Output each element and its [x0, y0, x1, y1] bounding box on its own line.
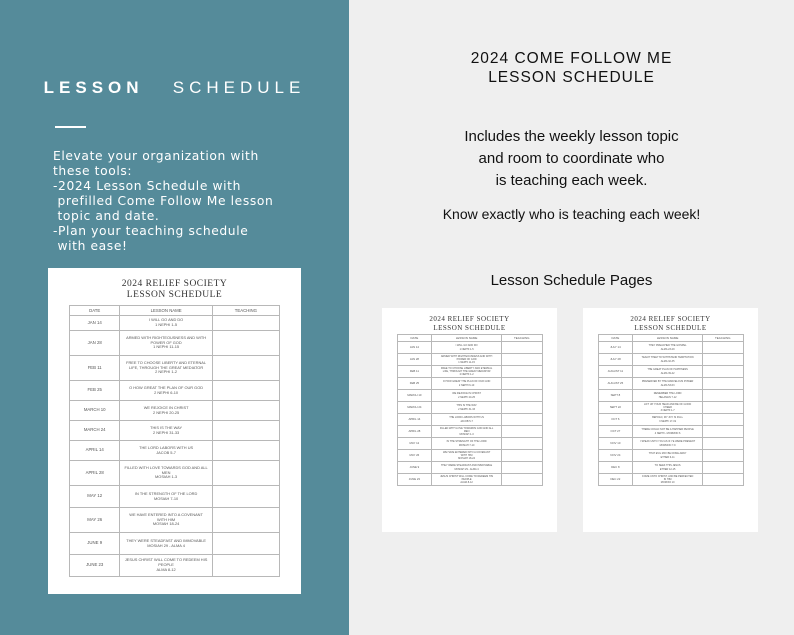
- date-cell: MAY 12: [397, 438, 432, 450]
- header-lesson-name: LESSON NAME: [120, 306, 212, 316]
- table-header-row: DATE LESSON NAME TEACHING: [598, 335, 743, 342]
- know-tagline: Know exactly who is teaching each week!: [442, 206, 701, 222]
- date-cell: MARCH 24: [397, 402, 432, 414]
- lesson-name-cell: I WILL GO AND DO 1 NEPHI 1-5: [432, 342, 502, 354]
- date-cell: OCT 27: [598, 426, 633, 438]
- lesson-name-cell: JESUS CHRIST WILL COME TO REDEEM HIS PEOPLE ALMA 8-12: [120, 555, 212, 577]
- date-cell: JAN 14: [397, 342, 432, 354]
- teaching-cell: [212, 508, 279, 533]
- lesson-name-cell: THAT EVIL MAY BE DONE AWAY ETHER 6-11: [633, 450, 703, 462]
- teaching-cell: [212, 381, 279, 401]
- lesson-name-cell: TO SEEK THIS JESUS ETHER 12-15: [633, 462, 703, 474]
- table-row: [598, 342, 743, 354]
- page-title: 2024 RELIEF SOCIETY LESSON SCHEDULE: [630, 315, 711, 332]
- lesson-schedule-table: [69, 305, 280, 577]
- date-cell: APRIL 14: [397, 414, 432, 426]
- table-row: [598, 366, 743, 378]
- tools-line: with ease!: [53, 239, 128, 253]
- table-row: [70, 401, 280, 421]
- lesson-name-cell: TEACH THEM TO WITHSTAND TEMPTATION ALMA 32-35: [633, 354, 703, 366]
- table-row: [70, 508, 280, 533]
- lesson-name-cell: THIS IS THE WAY 2 NEPHI 31-33: [432, 402, 502, 414]
- tools-description: [53, 149, 343, 254]
- lesson-name-cell: IN THE STRENGTH OF THE LORD MOSIAH 7-10: [432, 438, 502, 450]
- page-2-table: [598, 334, 744, 486]
- table-row: [397, 342, 542, 354]
- table-row: [598, 438, 743, 450]
- schedule-document-preview: [48, 268, 301, 594]
- date-cell: JULY 28: [598, 354, 633, 366]
- lesson-name-cell: THEY WERE STEADFAST AND IMMOVABLE MOSIAH 29 - ALMA 4: [120, 533, 212, 555]
- date-cell: JAN 28: [70, 331, 120, 356]
- date-cell: APRIL 14: [70, 441, 120, 461]
- lesson-name-cell: I WILL GO AND DO 1 NEPHI 1-5: [120, 316, 212, 331]
- date-cell: OCT 6: [598, 414, 633, 426]
- schedule-page-preview-2: [583, 308, 758, 532]
- lesson-name-cell: THE GREAT PLAN OF HAPPINESS ALMA 39-42: [633, 366, 703, 378]
- lesson-name-cell: I SPEAK UNTO YOU AS IF YE WERE PRESENT MORMON 7-9: [633, 438, 703, 450]
- table-row: [397, 474, 542, 486]
- date-cell: FEB 11: [70, 356, 120, 381]
- table-row: [397, 438, 542, 450]
- date-cell: MAY 12: [70, 486, 120, 508]
- page-title: 2024 RELIEF SOCIETY LESSON SCHEDULE: [429, 315, 510, 332]
- date-cell: MARCH 10: [70, 401, 120, 421]
- date-cell: FEB 25: [70, 381, 120, 401]
- date-cell: SEPT 22: [598, 402, 633, 414]
- table-row: [397, 450, 542, 462]
- table-header-row: [70, 306, 280, 316]
- date-cell: JUNE 23: [397, 474, 432, 486]
- headline: 2024 COME FOLLOW ME LESSON SCHEDULE: [470, 50, 673, 86]
- table-row: [70, 381, 280, 401]
- tools-line: -2024 Lesson Schedule with: [53, 179, 241, 193]
- table-row: [598, 378, 743, 390]
- table-row: [598, 462, 743, 474]
- page-1-table: [397, 334, 543, 486]
- header-teaching: TEACHING: [212, 306, 279, 316]
- lesson-name-cell: WE REJOICE IN CHRIST 2 NEPHI 20-25: [120, 401, 212, 421]
- lesson-name-cell: BEHOLD, MY JOY IS FULL 3 NEPHI 17-19: [633, 414, 703, 426]
- date-cell: JUNE 9: [397, 462, 432, 474]
- table-row: [598, 390, 743, 402]
- table-row: [70, 331, 280, 356]
- lesson-name-cell: JESUS CHRIST WILL COME TO REDEEM HIS PEOPLE ALMA 8-12: [432, 474, 502, 486]
- lesson-name-cell: REMEMBER THE LORD HELAMAN 7-12: [633, 390, 703, 402]
- date-cell: AUGUST 11: [598, 366, 633, 378]
- header-date: DATE: [70, 306, 120, 316]
- date-cell: AUGUST 25: [598, 378, 633, 390]
- lesson-name-cell: ARMED WITH RIGHTEOUSNESS AND WITH POWER OF GOD 1 NEPHI 11-15: [120, 331, 212, 356]
- lesson-name-cell: IN THE STRENGTH OF THE LORD MOSIAH 7-10: [120, 486, 212, 508]
- date-cell: DEC 8: [598, 462, 633, 474]
- description: Includes the weekly lesson topic and room to coordinate who is teaching each week.: [464, 128, 679, 189]
- date-cell: FEB 11: [397, 366, 432, 378]
- document-title: 2024 RELIEF SOCIETY LESSON SCHEDULE: [121, 279, 228, 300]
- date-cell: MAY 26: [70, 508, 120, 533]
- schedule-page-preview-1: [382, 308, 557, 532]
- lesson-name-cell: WE HAVE ENTERED INTO A COVENANT WITH HIM MOSIAH 18-24: [432, 450, 502, 462]
- teaching-cell: [212, 533, 279, 555]
- teaching-cell: [212, 316, 279, 331]
- table-row: [397, 462, 542, 474]
- teaching-cell: [212, 401, 279, 421]
- table-row: [397, 402, 542, 414]
- table-row: [598, 474, 743, 486]
- tools-line: these tools:: [53, 164, 133, 178]
- lesson-name-cell: THEY WERE STEADFAST AND IMMOVABLE MOSIAH 29 - ALMA 4: [432, 462, 502, 474]
- table-row: [70, 461, 280, 486]
- table-row: [397, 426, 542, 438]
- lesson-name-cell: THE LORD LABORS WITH US JACOB 5-7: [120, 441, 212, 461]
- date-cell: MARCH 10: [397, 390, 432, 402]
- lesson-name-cell: O HOW GREAT THE PLAN OF OUR GOD 2 NEPHI 6-10: [432, 378, 502, 390]
- date-cell: SEPT 8: [598, 390, 633, 402]
- table-row: [70, 555, 280, 577]
- date-cell: NOV 24: [598, 450, 633, 462]
- table-row: [598, 354, 743, 366]
- teaching-cell: [212, 421, 279, 441]
- table-row: [397, 390, 542, 402]
- date-cell: MAY 26: [397, 450, 432, 462]
- date-cell: JUNE 23: [70, 555, 120, 577]
- date-cell: NOV 10: [598, 438, 633, 450]
- lesson-name-cell: ARMED WITH RIGHTEOUSNESS AND WITH POWER OF GOD 1 NEPHI 11-15: [432, 354, 502, 366]
- date-cell: APRIL 28: [70, 461, 120, 486]
- lesson-name-cell: THEY PREACHED THE GOSPEL ALMA 23-29: [633, 342, 703, 354]
- lesson-name-cell: THIS IS THE WAY 2 NEPHI 31-33: [120, 421, 212, 441]
- lesson-name-cell: O HOW GREAT THE PLAN OF OUR GOD 2 NEPHI 6-10: [120, 381, 212, 401]
- date-cell: APRIL 28: [397, 426, 432, 438]
- date-cell: MARCH 24: [70, 421, 120, 441]
- lesson-name-cell: WE REJOICE IN CHRIST 2 NEPHI 20-25: [432, 390, 502, 402]
- date-cell: JULY 14: [598, 342, 633, 354]
- table-row: [598, 414, 743, 426]
- date-cell: FEB 25: [397, 378, 432, 390]
- table-row: [70, 316, 280, 331]
- lesson-name-cell: FILLED WITH LOVE TOWARDS GOD AND ALL MEN MOSIAH 1-3: [432, 426, 502, 438]
- table-row: [70, 533, 280, 555]
- lesson-name-cell: THE LORD LABORS WITH US JACOB 5-7: [432, 414, 502, 426]
- date-cell: JAN 14: [70, 316, 120, 331]
- lesson-name-cell: COME UNTO CHRIST, AND BE PERFECTED IN HIM MORONI 10: [633, 474, 703, 486]
- tools-line: prefilled Come Follow Me lesson: [53, 194, 274, 208]
- tools-line: -Plan your teaching schedule: [53, 224, 249, 238]
- pages-heading: Lesson Schedule Pages: [490, 272, 653, 289]
- table-row: [70, 421, 280, 441]
- table-row: [397, 354, 542, 366]
- table-row: [397, 414, 542, 426]
- title-divider: [55, 126, 86, 128]
- date-cell: DEC 22: [598, 474, 633, 486]
- tools-line: topic and date.: [53, 209, 160, 223]
- lesson-schedule-title: LESSON SCHEDULE: [43, 78, 306, 97]
- table-row: [397, 366, 542, 378]
- date-cell: JAN 28: [397, 354, 432, 366]
- teaching-cell: [212, 441, 279, 461]
- teaching-cell: [212, 486, 279, 508]
- table-row: [70, 486, 280, 508]
- lesson-name-cell: FREE TO CHOOSE LIBERTY AND ETERNAL LIFE, THROUGH THE GREAT MEDIATOR 2 NEPHI 1-2: [432, 366, 502, 378]
- lesson-name-cell: LIFT UP YOUR HEAD AND BE OF GOOD CHEER 3 NEPHI 1-7: [633, 402, 703, 414]
- table-row: [598, 402, 743, 414]
- tools-line: Elevate your organization with: [53, 149, 259, 163]
- lesson-name-cell: THERE COULD NOT BE A HAPPIER PEOPLE 4 NEPHI - MORMON 6: [633, 426, 703, 438]
- teaching-cell: [212, 356, 279, 381]
- lesson-name-cell: FILLED WITH LOVE TOWARDS GOD AND ALL MEN MOSIAH 1-3: [120, 461, 212, 486]
- table-header-row: DATE LESSON NAME TEACHING: [397, 335, 542, 342]
- teaching-cell: [212, 461, 279, 486]
- lesson-name-cell: FREE TO CHOOSE LIBERTY AND ETERNAL LIFE, THROUGH THE GREAT MEDIATOR 2 NEPHI 1-2: [120, 356, 212, 381]
- table-row: [70, 441, 280, 461]
- table-row: [397, 378, 542, 390]
- teaching-cell: [212, 331, 279, 356]
- date-cell: JUNE 9: [70, 533, 120, 555]
- lesson-name-cell: PRESERVED BY THE MARVELOUS POWER ALMA 53-63: [633, 378, 703, 390]
- table-row: [70, 356, 280, 381]
- table-row: [598, 450, 743, 462]
- teaching-cell: [212, 555, 279, 577]
- table-row: [598, 426, 743, 438]
- lesson-name-cell: WE HAVE ENTERED INTO A COVENANT WITH HIM MOSIAH 18-24: [120, 508, 212, 533]
